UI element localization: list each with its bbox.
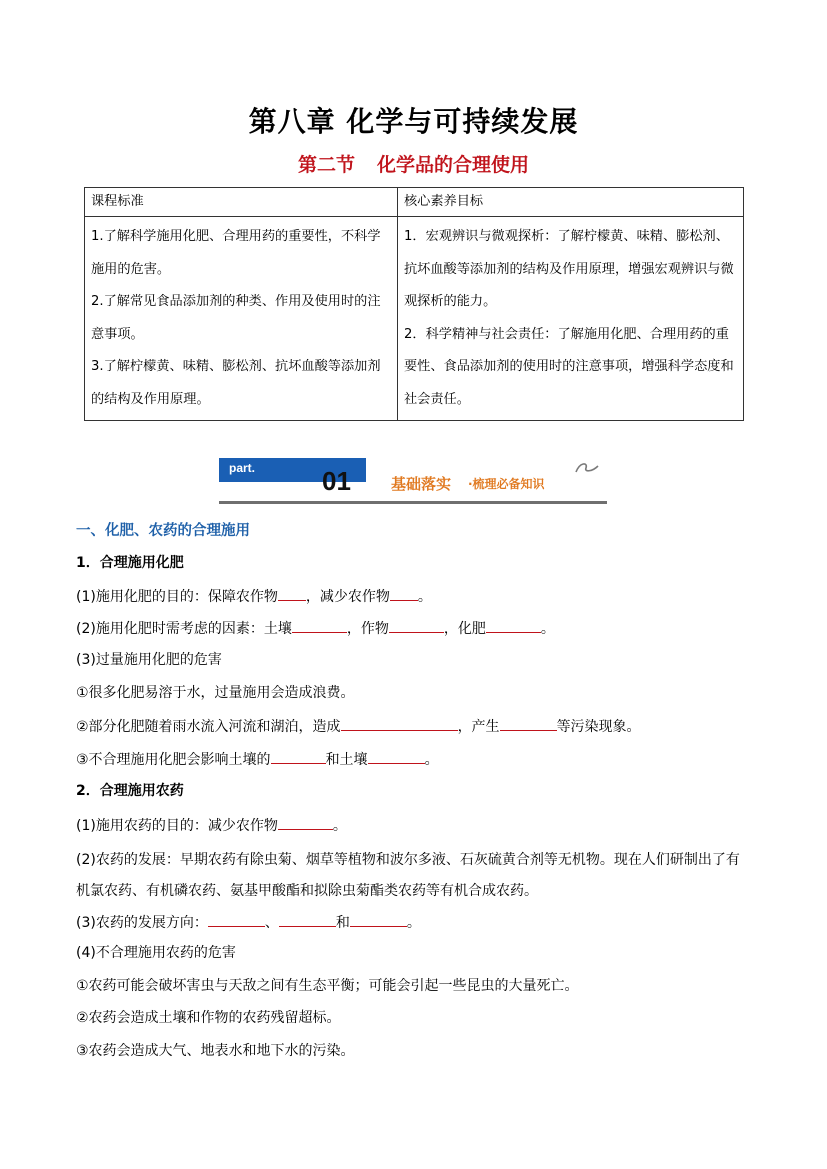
fill-blank[interactable] <box>292 617 347 633</box>
line-fertilizer-purpose: (1)施用化肥的目的：保障农作物 ，减少农作物 。 <box>76 585 432 607</box>
standard-item: 2.了解常见食品添加剂的种类、作用及使用时的注意事项。 <box>91 294 381 342</box>
line-overuse-3: ③不合理施用化肥会影响土壤的 和土壤 。 <box>76 748 439 770</box>
line-pesticide-harm-2: ②农药会造成土壤和作物的农药残留超标。 <box>76 1010 341 1026</box>
line-pesticide-harm-title: (4)不合理施用农药的危害 <box>76 945 236 961</box>
chapter-title: 第八章 化学与可持续发展 <box>248 105 579 138</box>
fill-blank[interactable] <box>208 911 265 927</box>
line-fertilizer-factors: (2)施用化肥时需考虑的因素：土壤 ，作物 ，化肥 。 <box>76 617 555 639</box>
fill-blank[interactable] <box>271 748 326 764</box>
table-header-standards: 课程标准 <box>85 188 398 217</box>
heading-fertilizer-pesticide: 一、化肥、农药的合理施用 <box>76 523 250 539</box>
fill-blank[interactable] <box>341 715 458 731</box>
fill-blank[interactable] <box>278 814 333 830</box>
fill-blank[interactable] <box>390 585 418 601</box>
line-overuse-2: ②部分化肥随着雨水流入河流和湖泊，造成 ，产生 等污染现象。 <box>76 715 641 737</box>
standard-item: 1.了解科学施用化肥、合理用药的重要性，不科学施用的危害。 <box>91 229 381 277</box>
fill-blank[interactable] <box>279 911 336 927</box>
table-header-literacy: 核心素养目标 <box>398 188 744 217</box>
fill-blank[interactable] <box>350 911 407 927</box>
banner-subtitle: ·梳理必备知识 <box>468 477 545 491</box>
section-label: 第二节 <box>297 154 355 176</box>
line-overuse-title: (3)过量施用化肥的危害 <box>76 652 222 668</box>
fill-blank[interactable] <box>500 715 557 731</box>
line-pesticide-harm-3: ③农药会造成大气、地表水和地下水的污染。 <box>76 1043 355 1059</box>
table-cell-literacy <box>398 217 744 421</box>
literacy-item: 1．宏观辨识与微观探析：了解柠檬黄、味精、膨松剂、抗坏血酸等添加剂的结构及作用原理，增强宏观辨识与微观探析的能力。 <box>404 229 734 309</box>
swirl-icon <box>574 460 600 476</box>
banner-number: 01 <box>322 466 351 496</box>
standards-table <box>84 187 744 421</box>
section-name: 化学品的合理使用 <box>377 154 530 176</box>
standard-item: 3.了解柠檬黄、味精、膨松剂、抗坏血酸等添加剂的结构及作用原理。 <box>91 359 381 407</box>
line-pesticide-harm-1: ①农药可能会破坏害虫与天敌之间有生态平衡；可能会引起一些昆虫的大量死亡。 <box>76 978 579 994</box>
table-cell-standards <box>85 217 398 421</box>
section-title <box>0 150 827 177</box>
fill-blank[interactable] <box>278 585 306 601</box>
banner-part-label: part. <box>229 461 256 475</box>
fill-blank[interactable] <box>389 617 444 633</box>
fill-blank[interactable] <box>368 748 425 764</box>
line-overuse-1: ①很多化肥易溶于水，过量施用会造成浪费。 <box>76 685 355 701</box>
subheading-pesticide: 2．合理施用农药 <box>76 783 184 799</box>
line-pesticide-direction: (3)农药的发展方向： 、 和 。 <box>76 911 421 933</box>
literacy-item: 2．科学精神与社会责任：了解施用化肥、合理用药的重要性、食品添加剂的使用时的注意事项，增强科学态度和社会责任。 <box>404 326 734 407</box>
line-pesticide-purpose: (1)施用农药的目的：减少农作物 。 <box>76 814 347 836</box>
line-pesticide-history: (2)农药的发展：早期农药有除虫菊、烟草等植物和波尔多液、石灰硫黄合剂等无机物。现在人们研制出了有机氯农药、有机磷农药、氨基甲酸酯和拟除虫菊酯类农药等有机合成农药。 <box>76 852 740 899</box>
part-banner <box>219 456 609 506</box>
subheading-fertilizer: 1．合理施用化肥 <box>76 555 184 571</box>
banner-rule <box>219 501 607 504</box>
banner-title: 基础落实 <box>391 475 452 493</box>
fill-blank[interactable] <box>486 617 541 633</box>
